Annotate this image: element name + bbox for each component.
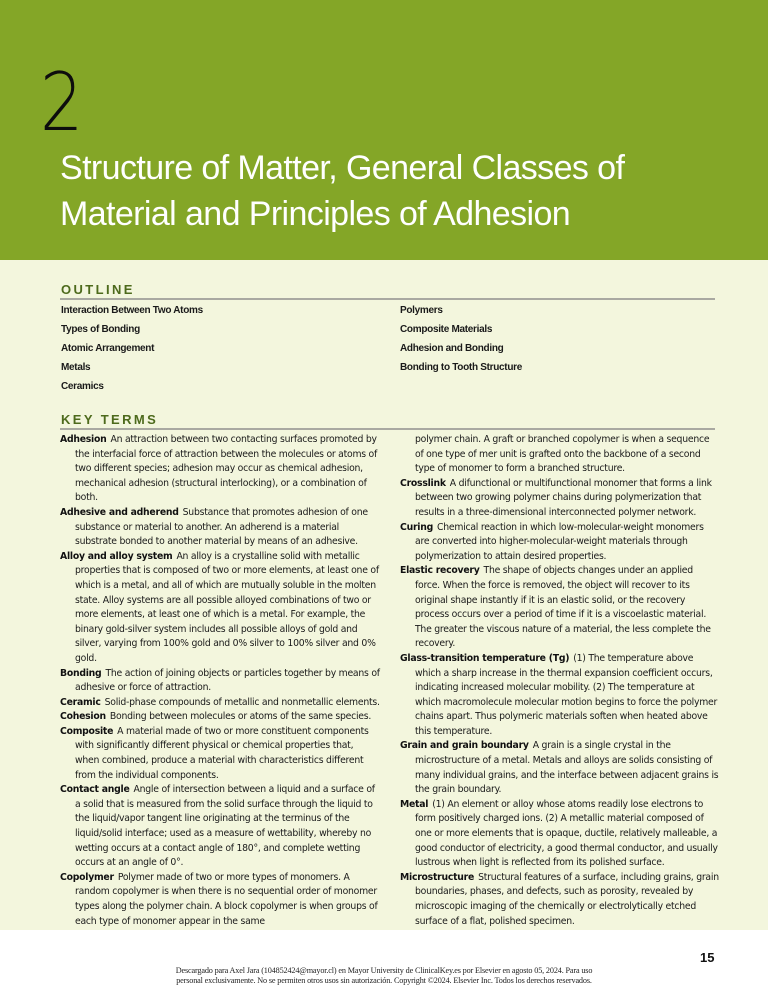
key-term-definition: Bonding between molecules or atoms of the same species. [109,711,372,723]
key-term-entry [60,696,380,711]
key-term-entry [400,798,720,871]
outline-heading: OUTLINE [61,282,135,297]
chapter-title-line-1: Structure of Matter, General Classes of [60,149,625,187]
key-term-definition: A difunctional or multifunctional monomer that forms a link between two growing polymer chains during polymerization that results in a three-dimensional interconnected polymer network. [415,477,712,518]
key-term: Metal [400,798,429,810]
key-term-entry [60,783,380,871]
outline-item[interactable]: Composite Materials [400,324,493,335]
key-term-definition: Polymer made of two or more types of monomers. A random copolymer is when there is no sequential order of monomer types along the polymer chain. A block copolymer is when groups of each type of monomer appear in the same [75,871,378,927]
key-term: Microstructure [400,871,475,883]
page-number: 15 [700,950,715,965]
key-term-definition: (1) The temperature above which a sharp increase in the thermal expansion coefficient occurs, indicating increased molecular mobility. (2) The temperature at which macromolecule molecular motion begins to force the polymer chains apart. Thus polymeric materials soften when heated above this temperature. [415,652,718,737]
key-term: Adhesive and adherend [60,506,179,518]
key-term-definition: Solid-phase compounds of metallic and nonmetallic elements. [104,696,380,708]
download-notice-line-1: Descargado para Axel Jara (104852424@mayor.cl) en Mayor University de ClinicalKey.es por Elsevier en agosto 05, 2024. Para uso [175,966,593,975]
chapter-number: 2 [40,56,84,149]
key-term-entry [60,550,380,667]
outline-item[interactable]: Ceramics [61,381,104,392]
key-term: Alloy and alloy system [60,550,173,562]
key-term-definition: An alloy is a crystalline solid with metallic properties that is composed of two or more elements, at least one of which is a metal, and all of which are mutually soluble in the molten state. Alloy systems are all possible alloyed combinations of two or more elements, at least one of which is a metal. For example, the binary gold-silver system includes all possible alloys of gold and silver, varying from 100% gold and 0% silver to 100% silver and 0% gold. [75,550,379,664]
key-term-entry [400,477,720,521]
key-term: Crosslink [400,477,446,489]
chapter-header [0,0,768,260]
key-term-definition: Substance that promotes adhesion of one substance or material to another. An adherend is a material substrate bonded to another material by means of an adhesive. [75,506,368,548]
key-term-entry [400,871,720,929]
key-term-definition: A material made of two or more constituent components with significantly different physical or chemical properties that, when combined, produce a material with characteristics different from the individual components. [75,725,369,781]
outline-item[interactable]: Types of Bonding [61,324,140,335]
outline-item[interactable]: Metals [61,362,91,373]
key-term-entry [60,871,380,929]
chapter-title-line-2: Material and Principles of Adhesion [60,195,571,233]
outline-right-column [400,301,522,377]
key-term-entry [400,739,720,797]
outline-item[interactable]: Bonding to Tooth Structure [400,362,522,373]
key-term: Cohesion [60,711,106,723]
key-term-continuation: polymer chain. A graft or branched copolymer is when a sequence of one type of mer unit is grafted onto the backbone of a second type of monomer to form a branched structure. [415,434,710,475]
key-term-entry [60,710,380,725]
key-term: Bonding [60,667,102,679]
key-term-entry [60,433,380,506]
key-term: Adhesion [60,434,107,445]
key-term: Elastic recovery [400,565,480,577]
download-notice [110,966,658,985]
key-terms-divider [60,428,715,430]
key-term-definition: Chemical reaction in which low-molecular-weight monomers are converted into higher-molecular-weight materials through polymerization to attain desired properties. [415,521,704,562]
key-term: Curing [400,521,433,533]
key-term-entry [400,521,720,565]
key-term-definition: (1) An element or alloy whose atoms readily lose electrons to form positively charged ions. (2) A metallic material composed of one or more elements that is opaque, ductile, relatively malleable, a good conductor of electricity, a good thermal conductor, and usually lustrous when light is reflected from its polished surface. [415,798,718,869]
key-term: Grain and grain boundary [400,740,529,752]
key-term-definition: An attraction between two contacting surfaces promoted by the interfacial force of attraction between the molecules or atoms of two different species; adhesion may occur as chemical adhesion, mechanical adhesion (structural interlocking), or a combination of both. [75,434,378,504]
chapter-title [60,145,740,237]
key-term-definition: A grain is a single crystal in the microstructure of a metal. Metals and alloys are solids consisting of many individual grains, and the interface between adjacent grains is the grain boundary. [415,740,719,796]
key-term-entry [400,652,720,740]
key-term: Ceramic [60,696,101,708]
key-term: Copolymer [60,871,114,883]
key-term-entry [60,506,380,550]
outline-item[interactable]: Atomic Arrangement [61,343,155,354]
outline-item[interactable]: Interaction Between Two Atoms [61,305,203,316]
key-term-entry [60,667,380,696]
outline-divider [60,298,715,300]
key-term-entry [60,725,380,783]
download-notice-line-2: personal exclusivamente. No se permiten otros usos sin autorización. Copyright ©2024. Elsevier Inc. Todos los derechos reservados. [176,975,592,985]
key-terms-right-column [400,433,720,929]
key-term: Glass-transition temperature (Tg) [400,652,570,664]
key-term-definition: The action of joining objects or particles together by means of adhesive or force of attraction. [75,667,380,694]
key-term: Composite [60,725,114,737]
outline-item[interactable]: Polymers [400,305,443,316]
key-term-entry [400,564,720,652]
outline-left-column [61,301,203,396]
outline-item[interactable]: Adhesion and Bonding [400,343,504,354]
key-term: Contact angle [60,784,130,796]
key-terms-left-column [60,433,380,929]
key-term-definition: The shape of objects changes under an applied force. When the force is removed, the object will recover to its original shape instantly if it is an elastic solid, or the recovery process occurs over a period of time if it is a viscoelastic material. The greater the viscous nature of a material, the less complete the recovery. [415,565,711,650]
key-terms-heading: KEY TERMS [61,412,159,427]
key-term-definition: Angle of intersection between a liquid and a surface of a solid that is measured from the solid surface through the liquid to the liquid/vapor tangent line originating at the terminus of the liquid/solid interface; used as a measure of wettability, whereby no wetting occurs at a contact angle of 180°, and complete wetting occurs at an angle of 0°. [75,784,375,869]
key-term-definition: Structural features of a surface, including grains, grain boundaries, phases, and defects, such as porosity, revealed by microscopic imaging of the chemically or electrolytically etched surface of a flat, polished specimen. [415,871,719,927]
